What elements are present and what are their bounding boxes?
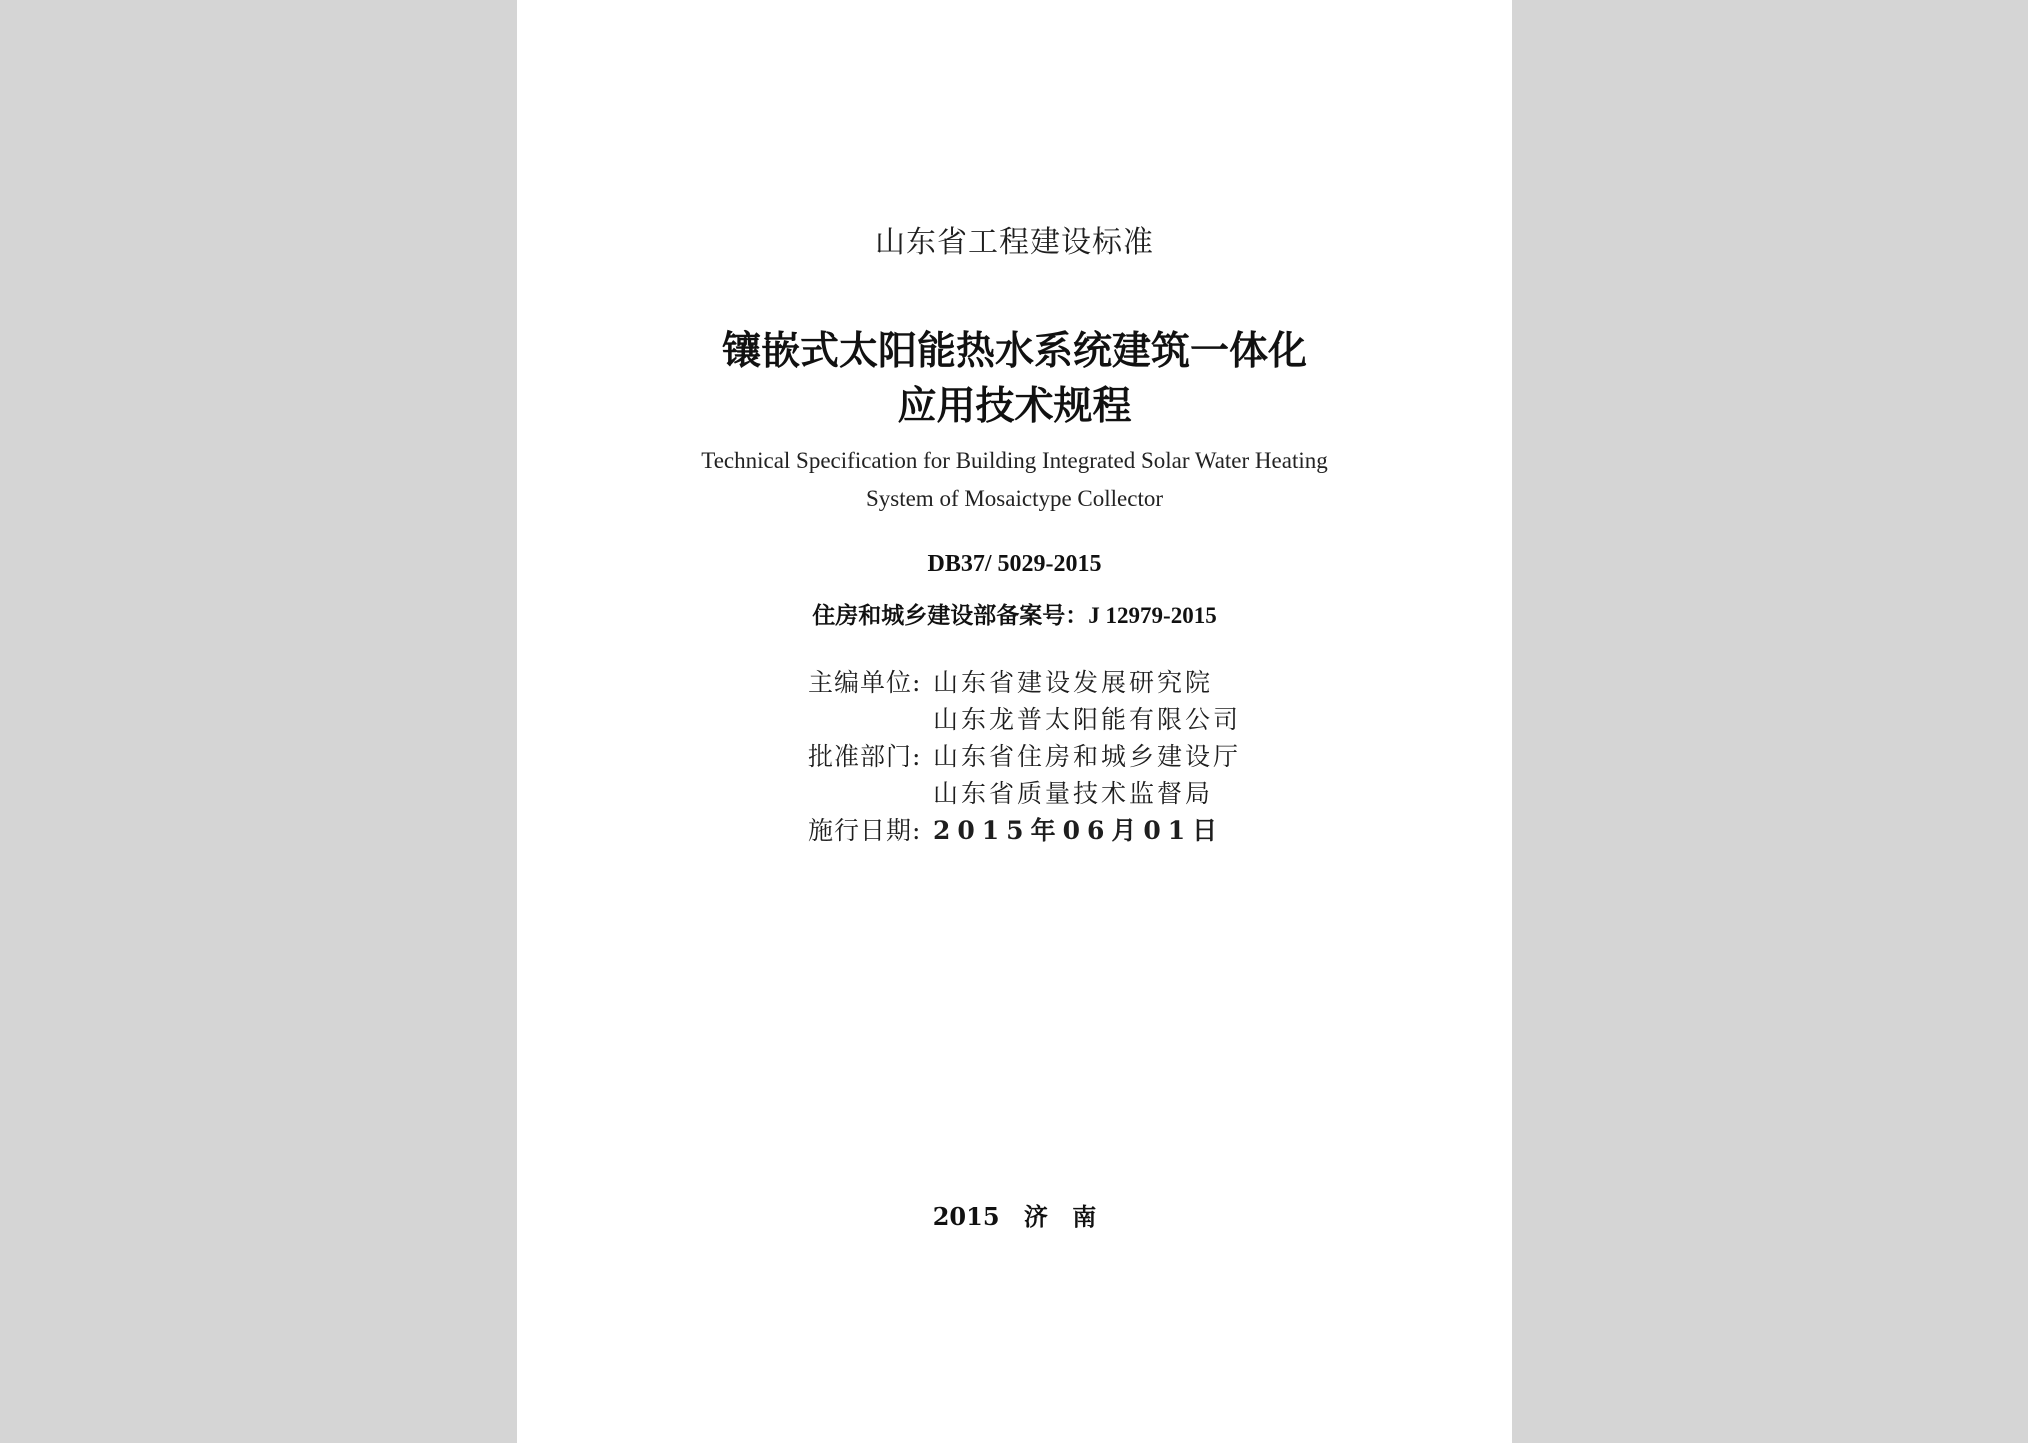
title-en-line-2: System of Mosaictype Collector	[865, 486, 1164, 511]
effective-date: 2015年06月01日	[933, 816, 1225, 845]
info-row-approval-dept-2	[808, 775, 1241, 812]
info-label	[808, 701, 933, 738]
info-label	[808, 775, 933, 812]
info-label: 批准部门:	[808, 742, 922, 771]
info-label: 主编单位:	[808, 668, 922, 697]
info-row-approval-dept	[808, 738, 1241, 775]
record-label: 住房和城乡建设部备案号：	[812, 602, 1089, 629]
document-page	[517, 0, 1512, 1443]
publication-place-year: 2015 济 南	[932, 1202, 1097, 1231]
standard-category: 山东省工程建设标准	[875, 225, 1154, 260]
info-row-chief-editor	[808, 664, 1241, 701]
info-row-effective-date	[808, 812, 1241, 849]
publication-info	[808, 664, 1241, 849]
title-cn-line-1: 镶嵌式太阳能热水系统建筑一体化	[721, 328, 1307, 374]
standard-code: DB37/ 5029-2015	[927, 551, 1102, 577]
info-row-co-editor	[808, 701, 1241, 738]
info-value: 山东省住房和城乡建设厅	[933, 742, 1242, 771]
title-en-line-1: Technical Specification for Building Integrated Solar Water Heating	[701, 448, 1328, 473]
record-number-line	[517, 600, 1512, 632]
info-label: 施行日期:	[808, 816, 922, 845]
title-cn-line-2: 应用技术规程	[897, 383, 1132, 429]
info-value: 山东龙普太阳能有限公司	[933, 705, 1242, 734]
info-value: 山东省建设发展研究院	[933, 668, 1214, 697]
info-value: 山东省质量技术监督局	[933, 779, 1214, 808]
record-number: J 12979-2015	[1088, 603, 1217, 628]
